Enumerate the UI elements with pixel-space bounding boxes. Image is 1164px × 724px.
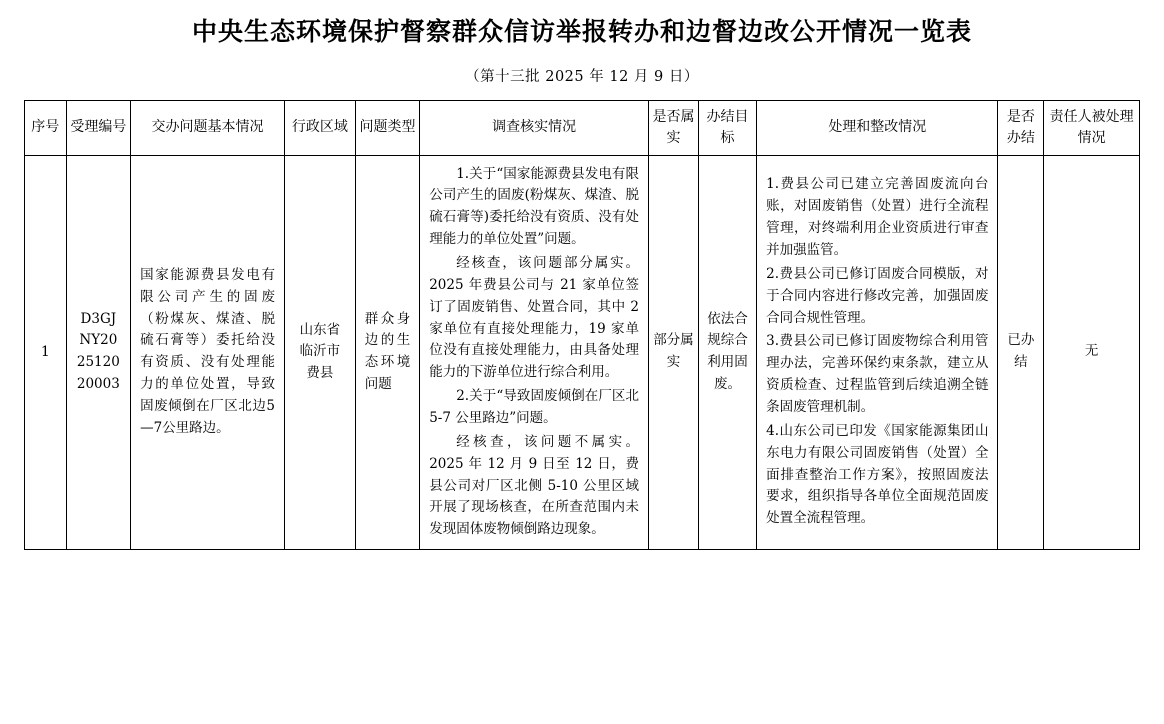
region-line-2: 临沂市	[299, 343, 341, 360]
column-header-is-true: 是否属实	[649, 100, 699, 155]
table-header-row	[25, 100, 1140, 155]
cell-is-done	[998, 155, 1044, 550]
investigation-para-1: 1.关于“国家能源费县发电有限公司产生的固废(粉煤灰、煤渣、脱硫石膏等)委托给没有资质、没有处理能力的单位处置”问题。	[429, 165, 640, 248]
handling-para-3: 3.费县公司已修订固废物综合利用管理办法，完善环保约束条款，建立从资质检查、过程监管到后续追溯全链条固废管理机制。	[766, 333, 989, 416]
page-title: 中央生态环境保护督察群众信访举报转办和边督边改公开情况一览表	[191, 17, 972, 46]
page-subtitle: （第十三批 2025 年 12 月 9 日）	[465, 68, 699, 85]
case-no-line-3: 25120	[76, 354, 120, 371]
column-header-goal: 办结目标	[698, 100, 756, 155]
column-header-basic-info: 交办问题基本情况	[131, 100, 285, 155]
cell-case-no	[66, 155, 130, 550]
handling-para-1: 1.费县公司已建立完善固废流向台账，对固废销售（处置）进行全流程管理，对终端利用企业资质进行审查并加强监管。	[766, 176, 989, 258]
cell-responsibility	[1044, 155, 1140, 550]
case-no-line-1: D3GJ	[80, 310, 117, 327]
cell-basic-info	[131, 155, 285, 550]
cell-is-true	[649, 155, 699, 550]
case-no-line-4: 20003	[76, 376, 120, 393]
column-header-seq: 序号	[25, 100, 67, 155]
is-done-value: 已办结	[1007, 332, 1035, 371]
column-header-investigation: 调查核实情况	[420, 100, 649, 155]
table-row	[25, 155, 1140, 550]
is-true-value: 部分属实	[653, 332, 694, 371]
responsibility-value: 无	[1084, 343, 1099, 360]
region-line-1: 山东省	[299, 321, 341, 338]
cell-region	[285, 155, 356, 550]
report-table	[24, 100, 1140, 551]
column-header-case-no: 受理编号	[66, 100, 130, 155]
cell-investigation	[420, 155, 649, 550]
cell-problem-type	[355, 155, 419, 550]
investigation-para-3: 2.关于“导致固废倾倒在厂区北 5-7 公里路边”问题。	[429, 388, 640, 426]
handling-para-2: 2.费县公司已修订固废合同模版，对于合同内容进行修改完善，加强固废合同合规性管理。	[766, 265, 989, 326]
column-header-handling: 处理和整改情况	[757, 100, 998, 155]
cell-seq-value: 1	[40, 343, 50, 360]
basic-info-text: 国家能源费县发电有限公司产生的固废（粉煤灰、煤渣、脱硫石膏等）委托给没有资质、没有处理能力的单位处置，导致固废倾倒在厂区北边5—7公里路边。	[140, 266, 275, 436]
cell-goal	[698, 155, 756, 550]
region-line-3: 费县	[306, 365, 334, 382]
handling-para-4: 4.山东公司已印发《国家能源集团山东电力有限公司固废销售（处置）全面排查整治工作方案》，按照固废法要求，组织指导各单位全面规范固废处置全流程管理。	[766, 422, 989, 527]
cell-seq	[25, 155, 67, 550]
goal-value: 依法合规综合利用固废。	[707, 310, 748, 393]
investigation-para-2: 经核查，该问题部分属实。2025 年费县公司与 21 家单位签订了固废销售、处置合同，其中 2 家单位有直接处理能力，19 家单位没有直接处理能力，由具备处理能力的下游单位进行综合利用。	[429, 254, 640, 381]
case-no-line-2: NY20	[79, 332, 118, 349]
document-page	[0, 16, 1164, 724]
column-header-problem-type: 问题类型	[355, 100, 419, 155]
investigation-para-4: 经核查，该问题不属实。2025 年 12 月 9 日至 12 日，费县公司对厂区北侧 5-10 公里区域开展了现场核查，在所查范围内未发现固体废物倾倒路边现象。	[429, 433, 640, 538]
column-header-region: 行政区域	[285, 100, 356, 155]
column-header-is-done: 是否办结	[998, 100, 1044, 155]
problem-type-text: 群众身边的生态环境问题	[364, 310, 411, 393]
cell-handling	[757, 155, 998, 550]
column-header-responsibility: 责任人被处理情况	[1044, 100, 1140, 155]
